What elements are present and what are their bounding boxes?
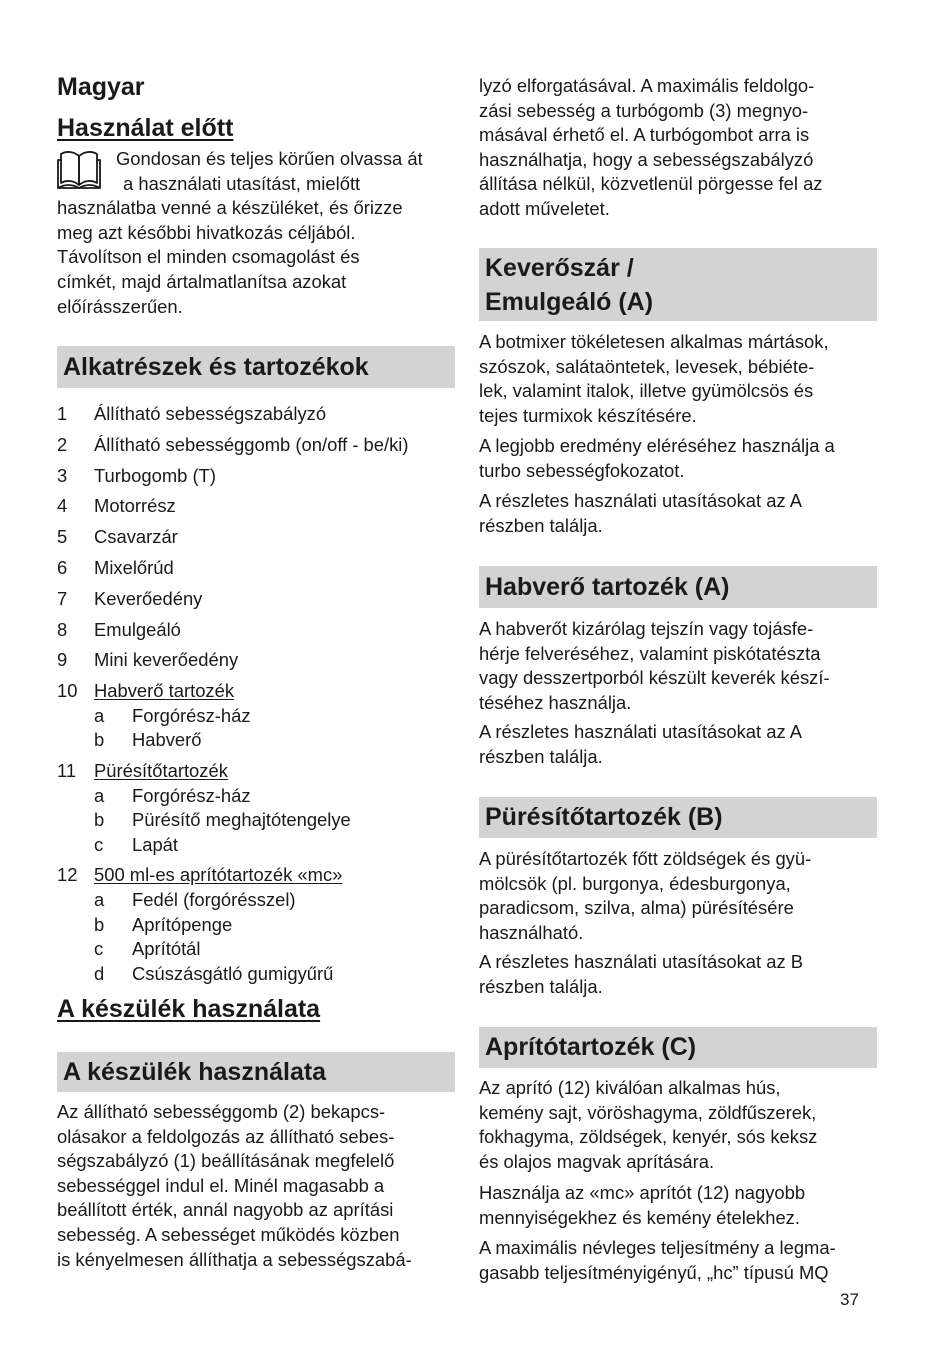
parts-subitem-letter: b (94, 913, 105, 935)
parts-subitem-letter: a (94, 784, 105, 806)
open-book-icon (57, 148, 103, 190)
parts-item-number: 10 (57, 680, 78, 702)
parts-subitem (57, 833, 457, 858)
blender-line: A legjobb eredmény eléréséhez használja a (479, 435, 835, 456)
puree-line: A pürésítőtartozék főtt zöldségek és gyü- (479, 848, 812, 869)
parts-item-label: Mini keverőedény (94, 649, 239, 671)
intro-line: a használati utasítást, mielőtt (123, 172, 361, 194)
intro-line: címkét, majd ártalmatlanítsa azokat (57, 271, 347, 292)
parts-item (57, 556, 457, 587)
whisk-line: A részletes használati utasításokat az A (479, 721, 803, 742)
chopper-line: kemény sajt, vöröshagyma, zöldfűszerek, (479, 1101, 817, 1123)
parts-group-chopper (57, 863, 457, 888)
parts-subitem-label: Lapát (132, 833, 179, 855)
parts-item (57, 618, 457, 649)
parts-item (57, 433, 457, 464)
blender-line: részben találja. (479, 514, 603, 536)
parts-item-number: 5 (57, 526, 68, 548)
chopper-line: A maximális névleges teljesítmény a legma- (479, 1237, 836, 1258)
usage-continued-line: zási sebesség a turbógomb (3) megnyo- (479, 99, 809, 121)
parts-item-number: 11 (57, 759, 77, 781)
parts-subitem (57, 888, 457, 913)
chopper-line: és olajos magvak aprítására. (479, 1150, 715, 1172)
blender-line: A részletes használati utasításokat az A (479, 490, 803, 511)
whisk-line: A habverőt kizárólag tejszín vagy tojásfe- (479, 618, 814, 639)
intro-line: előírásszerűen. (57, 295, 183, 317)
parts-item-number: 12 (57, 864, 78, 886)
intro-line: Gondosan és teljes körűen olvassa át (116, 148, 423, 169)
parts-item-label: Turbogomb (T) (94, 464, 216, 486)
whisk-line: hérje felveréséhez, valamint piskótatészta (479, 642, 821, 664)
whisk-line: vagy desszertporból készült keverék készí- (479, 667, 830, 689)
parts-item-number: 3 (57, 464, 68, 486)
blender-line: lek, valamint italok, illetve gyümölcsös és (479, 380, 814, 402)
usage-line: Az állítható sebességgomb (2) bekapcs- (57, 1101, 386, 1122)
parts-item (57, 494, 457, 525)
parts-item-label: Csavarzár (94, 526, 178, 548)
parts-subitem (57, 784, 457, 809)
parts-subitem-label: Forgórész-ház (132, 704, 251, 726)
parts-subitem-label: Habverő (132, 729, 202, 751)
parts-item (57, 587, 457, 618)
intro-line: használatba venné a készüléket, és őrizze (57, 197, 403, 219)
parts-item (57, 464, 457, 495)
parts-item (57, 402, 457, 433)
usage-line: ségszabályzó (1) beállításának megfelelő (57, 1150, 395, 1172)
parts-item (57, 648, 457, 679)
usage-continued-line: lyzó elforgatásával. A maximális feldolgo- (479, 75, 815, 96)
usage-line: olásakor a feldolgozás az állítható sebes- (57, 1125, 395, 1147)
parts-subitem-letter: c (94, 938, 104, 960)
parts-subitem (57, 808, 457, 833)
blender-line: szószok, salátaöntetek, levesek, bébiéte- (479, 355, 815, 377)
parts-item-number: 1 (57, 403, 68, 424)
parts-subitem-letter: c (94, 833, 104, 855)
parts-heading: Alkatrészek és tartozékok (57, 346, 455, 388)
parts-subitem-label: Csúszásgátló gumigyűrű (132, 962, 334, 984)
parts-subitem-label: Pürésítő meghajtótengelye (132, 809, 351, 831)
parts-item-label: Emulgeáló (94, 618, 181, 640)
blender-heading-line: Keverőszár / (485, 254, 634, 282)
parts-item-label: Mixelőrúd (94, 556, 174, 578)
parts-item (57, 525, 457, 556)
parts-subitem (57, 962, 457, 987)
parts-subitem-letter: b (94, 809, 105, 831)
parts-item-label: 500 ml-es aprítótartozék «mc» (94, 864, 343, 886)
chopper-line: Használja az «mc» aprítót (12) nagyobb (479, 1182, 806, 1203)
intro-line: Távolítson el minden csomagolást és (57, 246, 360, 268)
parts-item-label: Habverő tartozék (94, 680, 235, 702)
parts-subitem-label: Aprítótál (132, 938, 201, 960)
whisk-heading: Habverő tartozék (A) (479, 566, 877, 608)
chopper-line: Az aprító (12) kiválóan alkalmas hús, (479, 1077, 781, 1098)
parts-group-whisk (57, 679, 457, 704)
usage-continued-line: állítása nélkül, közvetlenül pörgesse fel az (479, 173, 823, 195)
blender-line: turbo sebességfokozatot. (479, 459, 685, 481)
parts-list (57, 402, 457, 986)
parts-subitem-letter: d (94, 962, 105, 984)
usage-heading-underlined: A készülék használata (57, 995, 321, 1023)
parts-subitem (57, 728, 457, 753)
chopper-heading: Aprítótartozék (C) (479, 1027, 877, 1068)
whisk-line: részben találja. (479, 745, 603, 767)
usage-continued-line: másával érhető el. A turbógombot arra is (479, 124, 810, 146)
parts-subitem-letter: b (94, 729, 105, 751)
puree-line: paradicsom, szilva, alma) pürésítésére (479, 897, 794, 919)
puree-heading: Pürésítőtartozék (B) (479, 797, 877, 838)
puree-line: használható. (479, 921, 584, 943)
blender-heading (479, 248, 877, 321)
parts-item-label: Állítható sebességszabályzó (94, 403, 327, 424)
usage-line: sebesség. A sebességet működés közben (57, 1224, 400, 1245)
blender-heading-line: Emulgeáló (A) (485, 288, 654, 316)
parts-item-number: 6 (57, 556, 68, 578)
parts-item-number: 8 (57, 618, 68, 640)
page-number: 37 (840, 1290, 859, 1309)
parts-item-number: 7 (57, 587, 68, 609)
usage-heading: A készülék használata (57, 1052, 455, 1092)
chopper-line: gasabb teljesítményigényű, „hc” típusú MQ (479, 1261, 829, 1283)
parts-subitem-letter: a (94, 704, 105, 726)
usage-line: sebességgel indul el. Minél magasabb a (57, 1174, 385, 1196)
usage-line: beállított érték, annál nagyobb az aprítási (57, 1199, 394, 1221)
chopper-line: mennyiségekhez és kemény ételekhez. (479, 1206, 800, 1228)
usage-line: is kényelmesen állíthatja a sebességszabá- (57, 1248, 412, 1270)
parts-item-label: Keverőedény (94, 587, 203, 609)
intro-line: meg azt későbbi hivatkozás céljából. (57, 221, 356, 243)
puree-line: mölcsök (pl. burgonya, édesburgonya, (479, 872, 791, 894)
blender-line: A botmixer tökéletesen alkalmas mártások, (479, 331, 829, 352)
usage-continued-line: használhatja, hogy a sebességszabályzó (479, 148, 814, 170)
puree-line: részben találja. (479, 975, 603, 997)
puree-line: A részletes használati utasításokat az B (479, 951, 804, 972)
usage-continued-line: adott műveletet. (479, 198, 610, 219)
parts-subitem-label: Fedél (forgórésszel) (132, 888, 296, 910)
parts-group-puree (57, 759, 457, 784)
chopper-line: fokhagyma, zöldségek, kenyér, sós keksz (479, 1126, 818, 1148)
parts-subitem (57, 913, 457, 938)
parts-item-label: Motorrész (94, 495, 176, 517)
parts-item-label: Állítható sebességgomb (on/off - be/ki) (94, 433, 409, 455)
parts-subitem-label: Forgórész-ház (132, 784, 251, 806)
parts-subitem (57, 937, 457, 962)
parts-item-number: 9 (57, 649, 68, 671)
blender-line: tejes turmixok készítésére. (479, 404, 697, 426)
whisk-line: téséhez használja. (479, 691, 632, 713)
parts-subitem (57, 704, 457, 729)
before-use-heading: Használat előtt (57, 114, 234, 142)
parts-item-number: 4 (57, 495, 68, 517)
language-title: Magyar (57, 73, 145, 101)
parts-item-number: 2 (57, 433, 68, 455)
parts-subitem-label: Aprítópenge (132, 913, 233, 935)
parts-item-label: Pürésítőtartozék (94, 759, 228, 781)
parts-subitem-letter: a (94, 888, 105, 910)
